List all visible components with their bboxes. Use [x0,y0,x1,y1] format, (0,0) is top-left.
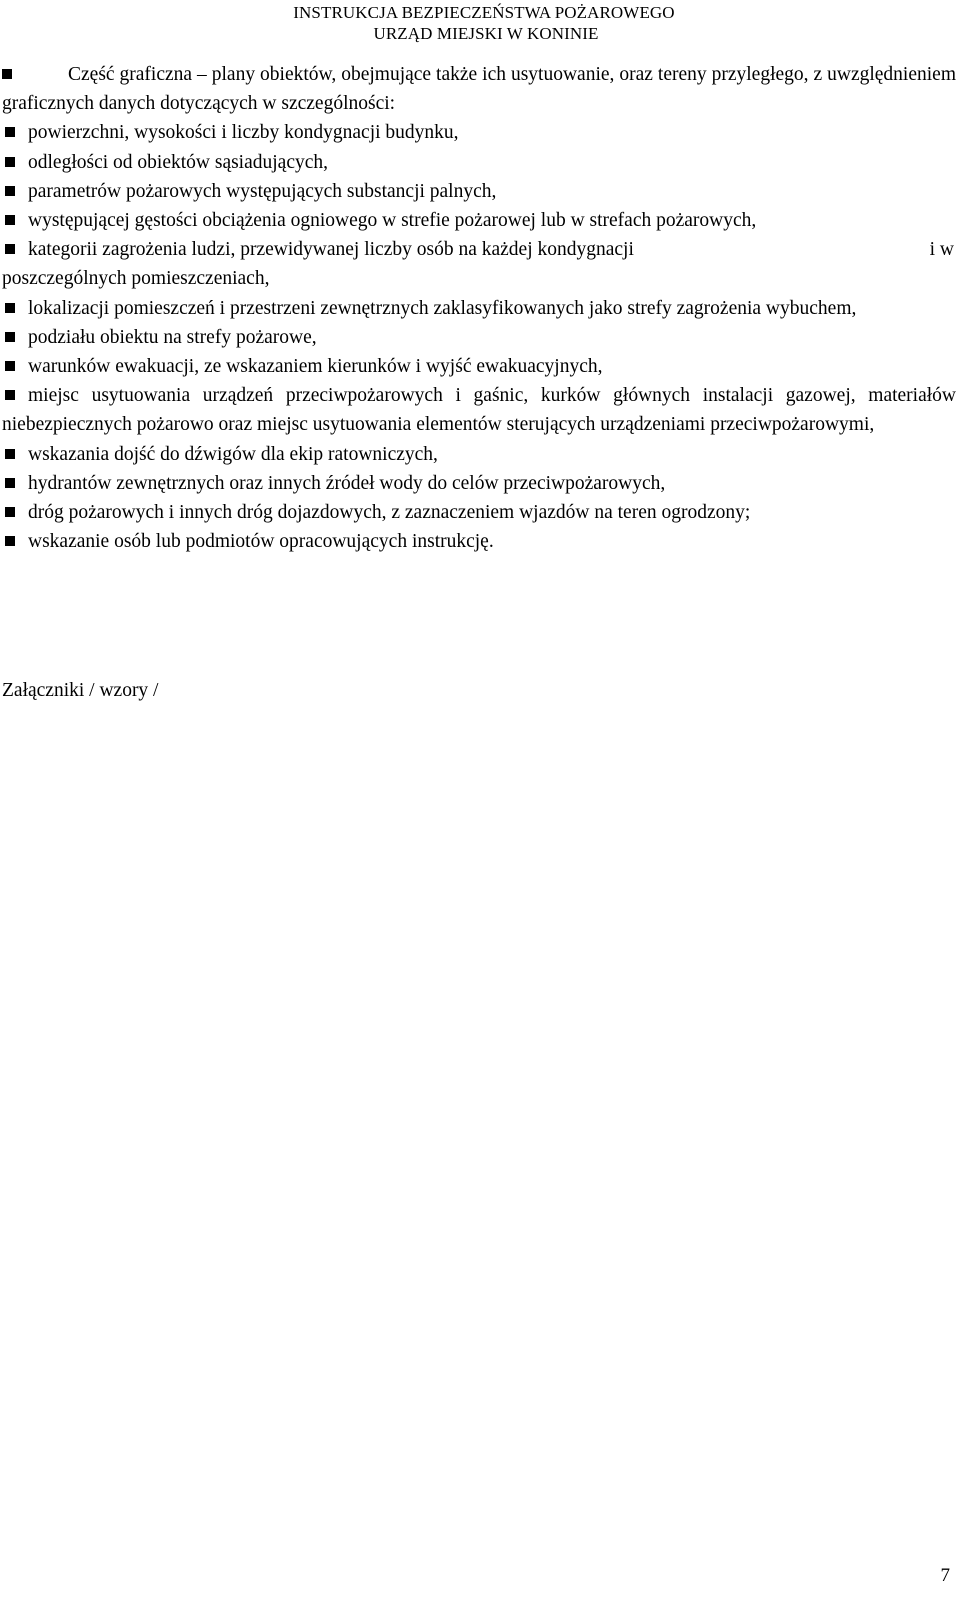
list-item-text: wskazanie osób lub podmiotów opracowujących instrukcję. [28,531,494,553]
list-item-text: podziału obiektu na strefy pożarowe, [28,326,317,348]
square-bullet-icon [5,244,15,254]
attachments-label: Załączniki / wzory / [2,680,159,701]
list-item [2,352,956,381]
list-item-text: hydrantów zewnętrznych oraz innych źródeł wody do celów przeciwpożarowych, [28,472,666,494]
list-item-text: dróg pożarowych i innych dróg dojazdowych, z zaznaczeniem wjazdów na teren ogrodzony; [28,502,751,524]
list-item [2,294,956,323]
square-bullet-icon [5,478,15,488]
square-bullet-icon [5,332,15,342]
list-item [2,469,956,498]
list-item [2,498,956,527]
list-item [2,527,956,556]
square-bullet-icon [5,449,15,459]
square-bullet-icon [5,157,15,167]
square-bullet-icon [5,536,15,546]
document-body [2,60,956,556]
list-item [2,206,956,235]
square-bullet-icon [5,186,15,196]
list-item-first-line [2,235,956,264]
square-bullet-icon [5,390,15,400]
list-item-text: lokalizacji pomieszczeń i przestrzeni zewnętrznych zaklasyfikowanych jako strefy zagrożenia wybuchem, [28,297,857,319]
header-subtitle: URZĄD MIEJSKI W KONINIE [373,24,599,43]
list-item [2,440,956,469]
square-bullet-icon [2,69,12,79]
list-item [2,381,956,439]
intro-text: Część graficzna – plany obiektów, obejmujące także ich usytuowanie, oraz tereny przyległego, z uwzględnieniem graficznych danych dotyczących w szczególności: [2,64,956,115]
list-item [2,148,956,177]
list-item-text: warunków ewakuacji, ze wskazaniem kierunków i wyjść ewakuacyjnych, [28,356,603,378]
list-item-text: występującej gęstości obciążenia ogniowego w strefie pożarowej lub w strefach pożarowych, [28,210,757,232]
list-item-text: powierzchni, wysokości i liczby kondygnacji budynku, [28,122,459,144]
square-bullet-icon [5,361,15,371]
list-item [2,118,956,147]
list-item-text-tail: i w [929,239,954,261]
list-item-continuation: poszczególnych pomieszczeniach, [2,268,270,290]
header-title: INSTRUKCJA BEZPIECZEŃSTWA POŻAROWEGO [293,3,675,22]
list-item-text: parametrów pożarowych występujących substancji palnych, [28,180,497,202]
list-item-text: wskazania dojść do dźwigów dla ekip ratowniczych, [28,443,438,465]
square-bullet-icon [5,507,15,517]
list-item [2,235,956,293]
square-bullet-icon [5,215,15,225]
page-header [0,2,960,44]
page-number: 7 [940,1565,950,1586]
list-item-text: kategorii zagrożenia ludzi, przewidywanej liczby osób na każdej kondygnacji [28,239,634,261]
list-item [2,323,956,352]
list-item-text: miejsc usytuowania urządzeń przeciwpożarowych i gaśnic, kurków głównych instalacji gazowej, materiałów niebezpiecznych pożarowo oraz miejsc usytuowania elementów sterujących urządzeniami przeciwpożarowymi, [2,385,956,436]
list-item-text: odległości od obiektów sąsiadujących, [28,151,329,173]
square-bullet-icon [5,127,15,137]
list-item [2,177,956,206]
square-bullet-icon [5,303,15,313]
intro-paragraph [2,60,956,118]
